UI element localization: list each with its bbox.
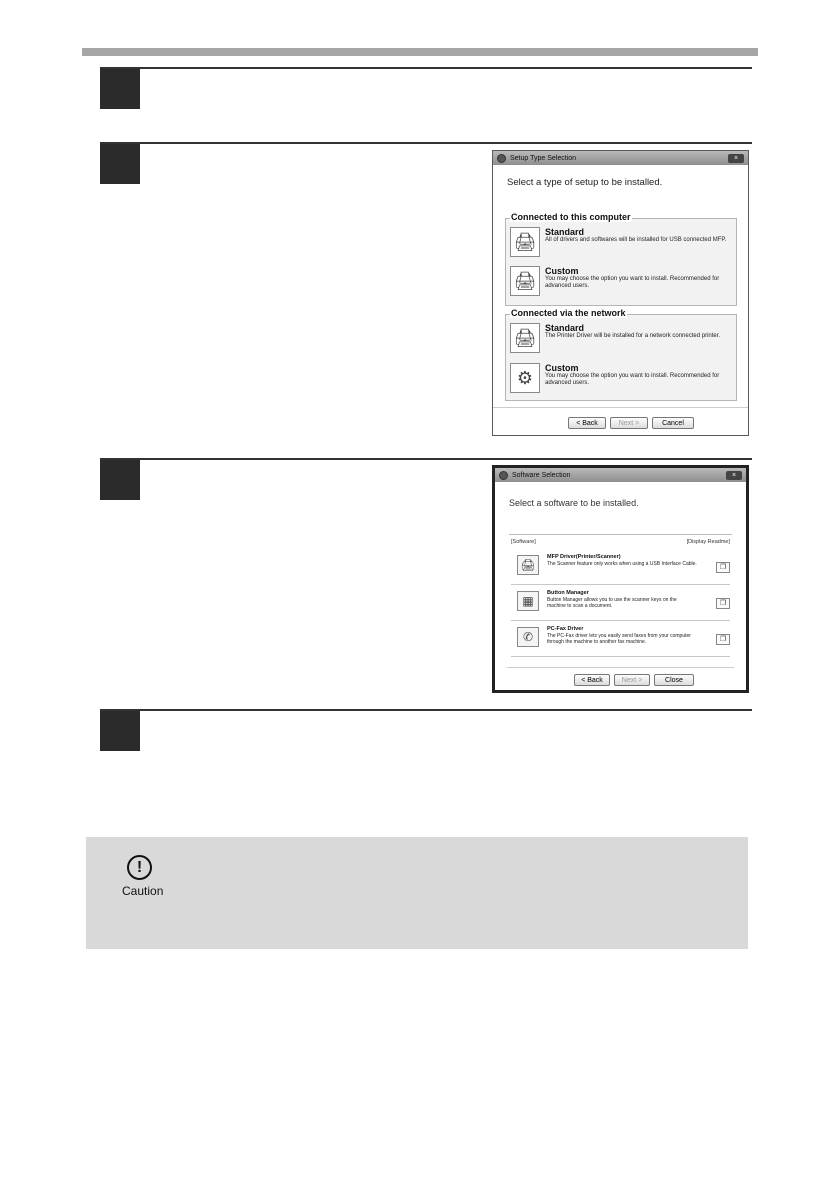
dialog-prompt: Select a type of setup to be installed. <box>507 177 663 188</box>
option-title: Custom <box>545 363 579 373</box>
divider <box>507 667 734 668</box>
option-local-custom[interactable] <box>510 266 740 296</box>
step-4-rule <box>100 709 752 711</box>
button-manager-icon[interactable]: ▦ <box>517 591 539 611</box>
divider <box>509 534 732 535</box>
caution-label: Caution <box>122 884 164 898</box>
dialog-title: Setup Type Selection <box>510 154 577 162</box>
custom-install-icon[interactable]: 🖨 <box>510 266 540 296</box>
fax-icon[interactable]: ✆ <box>517 627 539 647</box>
software-column-header: [Software] <box>511 539 536 545</box>
back-button[interactable]: < Back <box>574 674 610 686</box>
software-description: The Scanner feature only works when using a USB Interface Cable. <box>547 561 697 567</box>
step-1-rule <box>100 67 752 69</box>
option-local-standard[interactable] <box>510 227 740 257</box>
network-printer-icon[interactable]: 🖨 <box>510 323 540 353</box>
option-title: Standard <box>545 227 585 237</box>
caution-box <box>86 837 748 949</box>
app-icon <box>497 154 506 163</box>
step-3-rule <box>100 458 752 460</box>
next-button[interactable]: Next > <box>614 674 650 686</box>
readme-icon[interactable]: ❐ <box>716 598 730 609</box>
readme-icon[interactable]: ❐ <box>716 634 730 645</box>
step-4-marker <box>100 711 140 751</box>
setup-type-dialog <box>492 150 749 436</box>
dialog-prompt: Select a software to be installed. <box>509 498 639 508</box>
back-button[interactable]: < Back <box>568 417 606 429</box>
option-title: Standard <box>545 323 585 333</box>
readme-icon[interactable]: ❐ <box>716 562 730 573</box>
close-icon[interactable]: × <box>726 471 742 480</box>
option-description: The Printer Driver will be installed for a network connected printer. <box>545 333 721 339</box>
step-2-rule <box>100 142 752 144</box>
software-description: Button Manager allows you to use the scanner keys on the machine to scan a document. <box>547 597 677 609</box>
group-label: Connected via the network <box>511 308 626 318</box>
option-description: You may choose the option you want to install. Recommended for advanced users. <box>545 276 720 289</box>
software-item-button-manager[interactable] <box>511 586 730 621</box>
software-item-pc-fax-driver[interactable] <box>511 622 730 657</box>
dialog-titlebar <box>493 151 748 165</box>
dialog-titlebar <box>495 468 746 482</box>
option-network-custom[interactable] <box>510 363 740 393</box>
step-2-marker <box>100 144 140 184</box>
close-button[interactable]: Close <box>654 674 694 686</box>
option-title: Custom <box>545 266 579 276</box>
next-button[interactable]: Next > <box>610 417 648 429</box>
option-description: All of drivers and softwares will be installed for USB connected MFP. <box>545 237 727 243</box>
readme-column-header: [Display Readme] <box>686 539 730 545</box>
step-1-marker <box>100 69 140 109</box>
software-title: Button Manager <box>547 590 589 596</box>
divider <box>493 407 748 408</box>
dialog-title: Software Selection <box>512 471 571 479</box>
option-network-standard[interactable] <box>510 323 740 353</box>
printer-icon[interactable]: 🖨 <box>510 227 540 257</box>
group-network <box>505 308 737 401</box>
network-custom-icon[interactable]: ⚙ <box>510 363 540 393</box>
cancel-button[interactable]: Cancel <box>652 417 694 429</box>
software-title: PC-Fax Driver <box>547 626 584 632</box>
option-description: You may choose the option you want to install. Recommended for advanced users. <box>545 373 720 386</box>
software-title: MFP Driver(Printer/Scanner) <box>547 554 621 560</box>
software-item-mfp-driver[interactable] <box>511 550 730 585</box>
software-description: The PC-Fax driver lets you easily send faxes from your computer through the machine to another fax machine. <box>547 633 691 645</box>
group-label: Connected to this computer <box>511 212 631 222</box>
app-icon <box>499 471 508 480</box>
step-3-marker <box>100 460 140 500</box>
caution-icon: ! <box>127 855 152 880</box>
software-selection-dialog <box>492 465 749 693</box>
group-local <box>505 212 737 306</box>
header-bar <box>82 48 758 56</box>
close-icon[interactable]: × <box>728 154 744 163</box>
printer-icon[interactable]: 🖨 <box>517 555 539 575</box>
